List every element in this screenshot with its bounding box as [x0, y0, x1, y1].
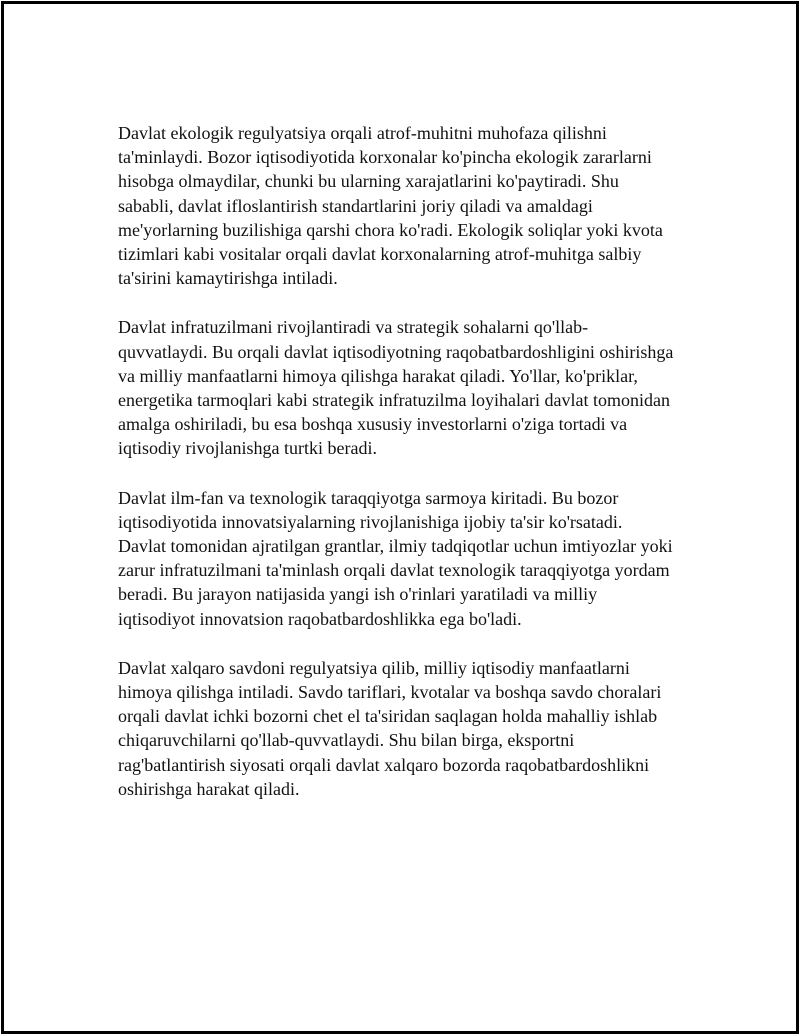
- paragraph-infrastructure: Davlat infratuzilmani rivojlantiradi va strategik sohalarni qo'llab- quvvatlaydi. Bu orqali davlat iqtisodiyotning raqobatbardoshligini oshirishga va milliy manfaatlarni himoya qilishga harakat qiladi. Yo'llar, ko'priklar, energetika tarmoqlari kabi strategik infratuzilma loyihalari davlat tomonidan amalga oshiriladi, bu esa boshqa xususiy investorlarni o'ziga tortadi va iqtisodiy rivojlanishga turtki beradi.: [118, 317, 674, 459]
- paragraph-environment: Davlat ekologik regulyatsiya orqali atrof-muhitni muhofaza qilishni ta'minlaydi. Bozor iqtisodiyotida korxonalar ko'pincha ekologik zararlarni hisobga olmaydilar, chunki bu ularning xarajatlarini ko'paytiradi. Shu sababli, davlat ifloslantirish standartlarini joriy qiladi va amaldagi me'yorlarning buzilishiga qarshi chora ko'radi. Ekologik soliqlar yoki kvota tizimlari kabi vositalar orqali davlat korxonalarning atrof-muhitga salbiy ta'sirini kamaytirishga intiladi.: [118, 123, 663, 289]
- paragraph-international-trade: Davlat xalqaro savdoni regulyatsiya qilib, milliy iqtisodiy manfaatlarni himoya qilishga intiladi. Savdo tariflari, kvotalar va boshqa savdo choralari orqali davlat ichki bozorni chet el ta'siridan saqlagan holda mahalliy ishlab chiqaruvchilarni qo'llab-quvvatlaydi. Shu bilan birga, eksportni rag'batlantirish siyosati orqali davlat xalqaro bozorda raqobatbardoshlikni oshirishga harakat qiladi.: [118, 657, 662, 799]
- paragraph-science-technology: Davlat ilm-fan va texnologik taraqqiyotga sarmoya kiritadi. Bu bozor iqtisodiyotida innovatsiyalarning rivojlanishiga ijobiy ta'sir ko'rsatadi. Davlat tomonidan ajratilgan grantlar, ilmiy tadqiqotlar uchun imtiyozlar yoki zarur infratuzilmani ta'minlash orqali davlat texnologik taraqqiyotga yordam beradi. Bu jarayon natijasida yangi ish o'rinlari yaratiladi va milliy iqtisodiyot innovatsion raqobatbardoshlikka ega bo'ladi.: [118, 487, 673, 629]
- page-frame: [1, 1, 799, 1034]
- document-body: [118, 121, 703, 826]
